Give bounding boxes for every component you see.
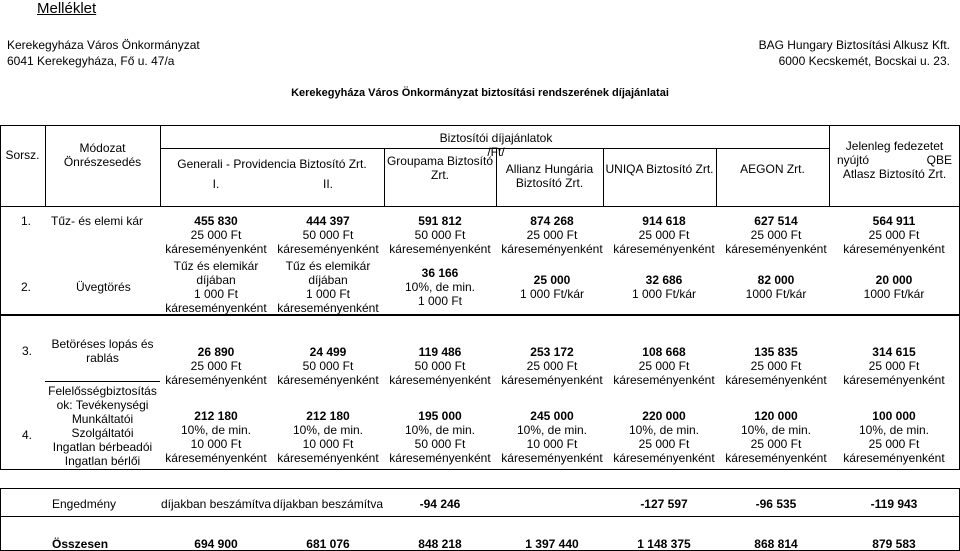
osszesen-uniqa: 1 148 375 bbox=[637, 537, 691, 551]
engedmeny-aegon: -96 535 bbox=[755, 497, 797, 511]
row-2-allianz: 25 000 1 000 Ft/kár bbox=[519, 273, 585, 301]
engedmeny-generali-ii: díjakban beszámítva bbox=[272, 497, 384, 511]
row-4-allianz: 245 000 10%, de min. 10 000 Ft káreseményenként bbox=[501, 409, 603, 465]
engedmeny-qbe: -119 943 bbox=[870, 497, 918, 511]
header-uniqa: UNIQA Biztosító Zrt. bbox=[605, 162, 714, 176]
row-3-generali-i: 26 890 25 000 Ft káreseményenként bbox=[165, 345, 267, 387]
row-2-groupama: 36 166 10%, de min. 1 000 Ft bbox=[404, 266, 476, 308]
header-aegon: AEGON Zrt. bbox=[740, 162, 805, 176]
row-2-label: Üvegtörés bbox=[76, 280, 131, 294]
engedmeny-uniqa: -127 597 bbox=[640, 497, 688, 511]
row-3-allianz: 253 172 25 000 Ft káreseményenként bbox=[501, 345, 603, 387]
divider bbox=[0, 206, 960, 207]
header-modozat: Módozat Önrészesedés bbox=[63, 141, 142, 169]
osszesen-label: Összesen bbox=[52, 537, 109, 551]
row-1-generali-i: 455 830 25 000 Ft káreseményenként bbox=[165, 214, 267, 256]
row-1-generali-ii: 444 397 50 000 Ft káreseményenként bbox=[277, 214, 379, 256]
row-4-uniqa: 220 000 10%, de min. 25 000 Ft káreseményenként bbox=[613, 409, 715, 465]
header-generali-ii: II. bbox=[322, 177, 333, 191]
osszesen-aegon: 868 814 bbox=[754, 537, 798, 551]
osszesen-groupama: 848 218 bbox=[418, 537, 462, 551]
row-3-aegon: 135 835 25 000 Ft káreseményenként bbox=[725, 345, 827, 387]
document-title: Kerekegyháza Város Önkormányzat biztosítási rendszerének díjajánlatai bbox=[291, 87, 669, 99]
row-3-generali-ii: 24 499 50 000 Ft káreseményenként bbox=[277, 345, 379, 387]
row-3-label: Betöréses lopás és rablás bbox=[51, 337, 154, 365]
osszesen-generali-ii: 681 076 bbox=[306, 537, 350, 551]
row-2-aegon: 82 000 1000 Ft/kár bbox=[745, 273, 807, 301]
engedmeny-label: Engedmény bbox=[52, 497, 117, 511]
divider bbox=[603, 148, 604, 206]
row-4-label: Felelősségbiztosítás ok: Tevékenységi Munkáltatói Szolgáltatói Ingatlan bérbeadói Ingatlan bérlői bbox=[48, 384, 157, 468]
right-address-line-2: 6000 Kecskemét, Bocskai u. 23. bbox=[778, 54, 950, 68]
row-4-groupama: 195 000 10%, de min. 50 000 Ft káreseményenként bbox=[389, 409, 491, 465]
header-groupama: Groupama Biztosító Zrt. bbox=[386, 154, 494, 182]
header-sorsz: Sorsz. bbox=[5, 148, 40, 162]
row-1-label: Tűz- és elemi kár bbox=[51, 214, 144, 228]
row-3-groupama: 119 486 50 000 Ft káreseményenként bbox=[389, 345, 491, 387]
row-1-allianz: 874 268 25 000 Ft káreseményenként bbox=[501, 214, 603, 256]
row-4-generali-ii: 212 180 10%, de min. 10 000 Ft káreseményenként bbox=[277, 409, 379, 465]
row-1-qbe: 564 911 25 000 Ft káreseményenként bbox=[843, 214, 945, 256]
header-group-title: Biztosítói díjajánlatok /Ft/ bbox=[439, 131, 553, 159]
row-1-uniqa: 914 618 25 000 Ft káreseményenként bbox=[613, 214, 715, 256]
right-address-line-1: BAG Hungary Biztosítási Alkusz Kft. bbox=[758, 38, 950, 52]
header-generali: Generali - Providencia Biztosító Zrt. bbox=[177, 157, 367, 171]
row-3-qbe: 314 615 25 000 Ft káreseményenként bbox=[843, 345, 945, 387]
row-4-qbe: 100 000 10%, de min. 25 000 Ft káreseményenként bbox=[843, 409, 945, 465]
divider bbox=[45, 381, 160, 382]
engedmeny-generali-i: díjakban beszámítva bbox=[160, 497, 272, 511]
row-2-qbe: 20 000 1000 Ft/kár bbox=[863, 273, 925, 301]
row-2-generali-ii: Tűz és elemikár díjában 1 000 Ft káreseményenként bbox=[277, 259, 379, 315]
osszesen-allianz: 1 397 440 bbox=[525, 537, 579, 551]
header-jelenleg: Jelenleg fedezetet nyújtó QBE Atlasz Biztosító Zrt. bbox=[837, 139, 952, 181]
row-1-aegon: 627 514 25 000 Ft káreseményenként bbox=[725, 214, 827, 256]
row-1-number: 1. bbox=[21, 214, 32, 228]
row-3-number: 3. bbox=[22, 344, 33, 358]
row-2-number: 2. bbox=[21, 280, 32, 294]
row-1-groupama: 591 812 50 000 Ft káreseményenként bbox=[389, 214, 491, 256]
divider bbox=[0, 516, 960, 517]
row-4-aegon: 120 000 10%, de min. 25 000 Ft káreseményenként bbox=[725, 409, 827, 465]
left-address-line-2: 6041 Kerekegyháza, Fő u. 47/a bbox=[7, 54, 175, 68]
engedmeny-groupama: -94 246 bbox=[419, 497, 461, 511]
row-3-uniqa: 108 668 25 000 Ft káreseményenként bbox=[613, 345, 715, 387]
row-4-number: 4. bbox=[22, 428, 33, 442]
osszesen-generali-i: 694 900 bbox=[194, 537, 238, 551]
header-generali-i: I. bbox=[212, 177, 220, 191]
divider bbox=[716, 148, 717, 206]
header-allianz: Allianz Hungária Biztosító Zrt. bbox=[505, 162, 594, 190]
row-2-uniqa: 32 686 1 000 Ft/kár bbox=[631, 273, 697, 301]
left-address-line-1: Kerekegyháza Város Önkormányzat bbox=[7, 38, 200, 52]
osszesen-qbe: 879 583 bbox=[872, 537, 916, 551]
row-2-generali-i: Tűz és elemikár díjában 1 000 Ft káreseményenként bbox=[165, 259, 267, 315]
heading: Melléklet bbox=[37, 0, 97, 17]
row-4-generali-i: 212 180 10%, de min. 10 000 Ft káreseményenként bbox=[165, 409, 267, 465]
